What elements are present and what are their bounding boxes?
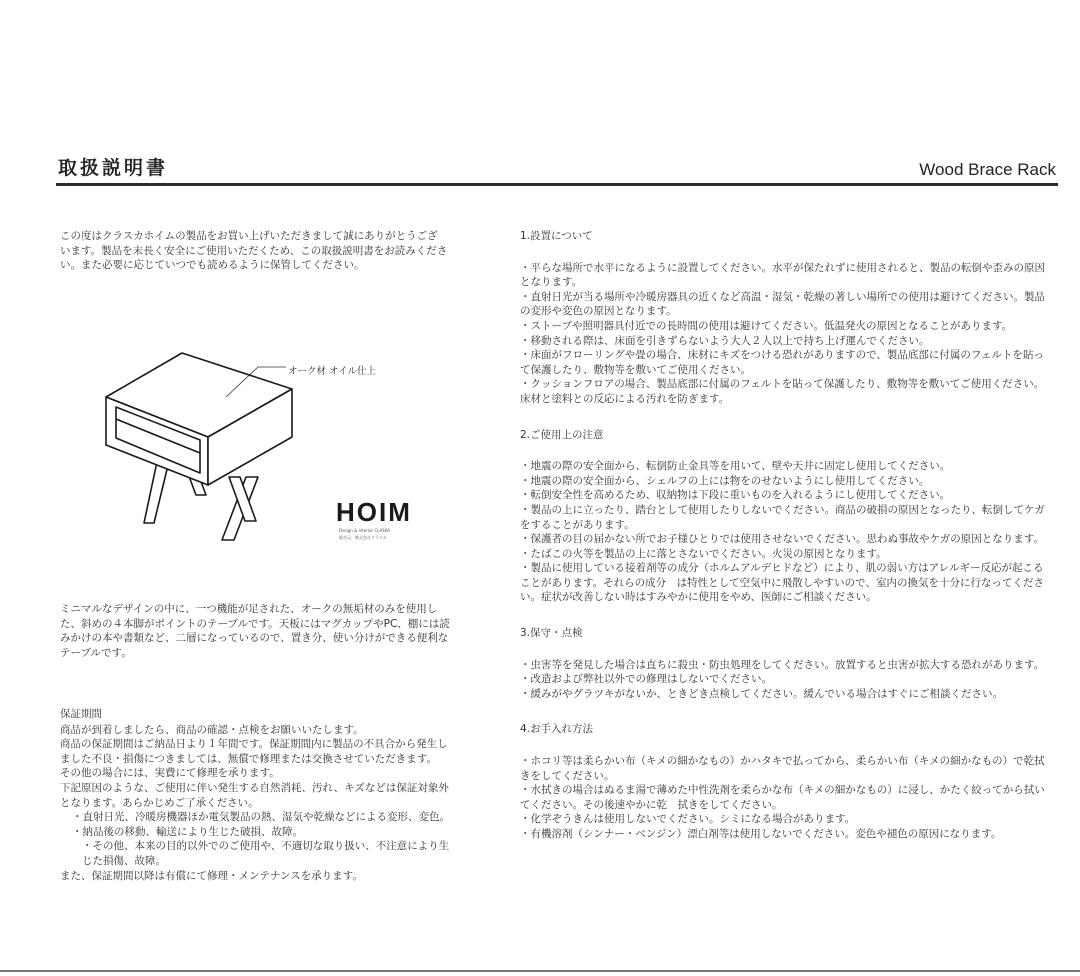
instruction-item: ・たばこの火等を製品の上に落とさないでください。火災の原因となります。 [520, 547, 887, 560]
instruction-item: ・転倒安全性を高めるため、収納物は下段に重いものを入れるようにし使用してください。 [520, 489, 951, 502]
instruction-item: ・地震の際の安全面から、シェルフの上には物をのせないようにし使用してください。 [520, 474, 930, 487]
warranty-section [60, 707, 452, 883]
brand-distributor: 販売元：株式会社クラスカ [339, 535, 387, 540]
warranty-line: 下記原因のような、ご使用に伴い発生する自然消耗、汚れ、キズなどは保証対象外となります。あらかじめご了承ください。 [60, 781, 449, 809]
instruction-item: ・保護者の目の届かない所でお子様ひとりでは使用させないでください。思わぬ事故やケガの原因となります。 [520, 533, 1044, 546]
instruction-item: ・改造および弊社以外での修理はしないでください。 [520, 673, 772, 686]
warranty-line: ・納品後の移動、輸送により生じた破損、故障。 [72, 825, 303, 838]
instruction-item: ・水拭きの場合はぬるま湯で薄めた中性洗剤を柔らかな布（キメの細かなもの）に浸し、かたく絞ってから拭いてください。その後速やかに乾 拭きをしてください。 [520, 784, 1045, 811]
section-heading: 2.ご使用上の注意 [520, 428, 604, 441]
instruction-section [520, 626, 1052, 701]
instruction-item: ・緩みがやグラツキがないか、ときどき点検してください。緩んでいる場合はすぐにご相談ください。 [520, 687, 1003, 700]
document-title: 取扱説明書 [58, 157, 169, 179]
footer-divider [0, 970, 1080, 972]
warranty-heading: 保証期間 [60, 708, 102, 720]
instruction-section [520, 428, 1052, 606]
instruction-item: ・地震の際の安全面から、転倒防止金具等を用いて、壁や天井に固定し使用してください。 [520, 460, 951, 473]
brand-tagline: Design & Interior CLASKA [339, 528, 391, 533]
section-heading: 1.設置について [520, 230, 593, 242]
warranty-lines [60, 723, 452, 884]
warranty-line: その他の場合には、実費にて修理を承ります。 [60, 767, 280, 780]
instruction-item: ・移動される際は、床面を引きずらないよう大人２人以上で持ち上げ運んでください。 [520, 334, 930, 347]
instruction-section [520, 722, 1052, 841]
instruction-item: ・床面がフローリングや畳の場合、床材にキズをつける恐れがありますので、製品底部に付属のフェルトを貼って保護したり、敷物等を敷いてご使用ください。 [520, 349, 1044, 376]
product-name: Wood Brace Rack [919, 160, 1056, 179]
instruction-item: ・製品の上に立ったり、踏台として使用したりしないでください。商品の破損の原因となったり、転倒してケガをすることがあります。 [520, 503, 1045, 531]
warranty-line: 商品の保証期間はご納品日より１年間です。保証期間内に製品の不具合から発生しました不良・損傷につきましては、無償で修理または交換させていただきます。 [60, 738, 448, 765]
instruction-item: ・平らな場所で水平になるように設置してください。水平が保たれずに使用されると、製品の転倒や歪みの原因となります。 [520, 261, 1045, 289]
instruction-item: ・虫害等を発見した場合は直ちに殺虫・防虫処理をしてください。放置すると虫害が拡大する恐れがあります。 [520, 658, 1045, 671]
instruction-item: ・クッションフロアの場合、製品底部に付属のフェルトを貼って保護したり、敷物等を敷いてご使用ください。床材と塗料との反応による汚れを防ぎます。 [520, 378, 1045, 405]
intro-paragraph: この度はクラスカホイムの製品をお買い上げいただきまして誠にありがとうございます。製品を末長く安全にご使用いただくため、この取扱説明書をお読みください。また必要に応じていつでも読めるように保管してください。 [60, 230, 448, 272]
instructions-column [520, 229, 1052, 863]
instruction-item: ・化学ぞうきんは使用しないでください。シミになる場合があります。 [520, 813, 856, 826]
header-divider [56, 183, 1058, 186]
instruction-item: ・ストーブや照明器具付近での長時間の使用は避けてください。低温発火の原因となることがあります。 [520, 319, 1013, 332]
instruction-item: ・直射日光が当る場所や冷暖房器具の近くなど高温・湿気・乾燥の著しい場所での使用は避けてください。製品の変形や変色の原因となります。 [520, 290, 1045, 318]
instruction-item: ・有機溶剤（シンナー・ベンジン）漂白剤等は使用しないでください。変色や褪色の原因になります。 [520, 828, 1002, 840]
instruction-item: ・ホコリ等は柔らかい布（キメの細かなもの）かハタキで払ってから、柔らかい布（キメの細かなもの）で乾拭きをしてください。 [520, 755, 1045, 782]
warranty-line: ・その他、本来の目的以外でのご使用や、不適切な取り扱い、不注意により生じた損傷、故障。 [82, 840, 450, 867]
warranty-line: また、保証期間以降は有償にて修理・メンテナンスを承ります。 [60, 869, 363, 882]
section-heading: 3.保守・点検 [520, 627, 583, 640]
section-heading: 4.お手入れ方法 [520, 723, 594, 736]
material-callout: オーク材 オイル仕上 [288, 366, 377, 377]
instruction-item: ・製品に使用している接着剤等の成分（ホルムアルデヒドなど）により、肌の弱い方はアレルギー反応が起こることがあります。それらの成分 は特性として空気中に飛散しやすいので、室内の換気を十分に行なってください。症状が改善しない時はすみやかに使用をやめ、医師にご相談ください。 [520, 562, 1044, 604]
product-description: ミニマルなデザインの中に、一つ機能が足された、オークの無垢材のみを使用した、斜めの４本脚がポイントのテーブルです。天板にはマグカップやPC、棚には読みかけの本や書類など、二層になっているので、置き分、使い分けができる便利なテーブルです。 [60, 603, 450, 659]
instruction-section [520, 229, 1052, 407]
warranty-line: ・直射日光、冷暖房機器ほか電気製品の熱、湿気や乾燥などによる変形、変色。 [72, 811, 450, 824]
brand-logo: HOIM [336, 497, 412, 527]
warranty-line: 商品が到着しましたら、商品の確認・点検をお願いいたします。 [60, 723, 364, 736]
